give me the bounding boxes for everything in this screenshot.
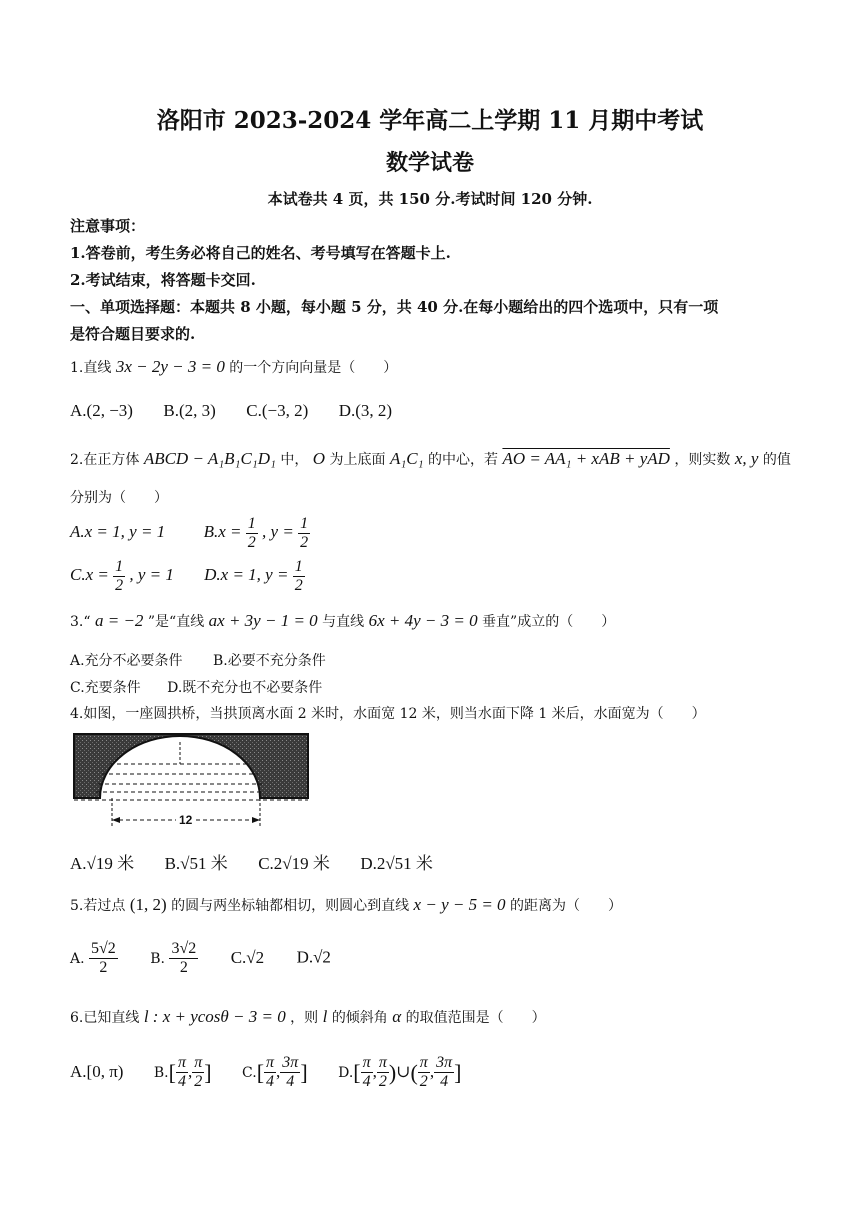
q2-pre: 2.在正方体 [70, 452, 140, 468]
q4-options [70, 849, 459, 874]
q1-option-c: C.(−3, 2) [246, 401, 309, 420]
q6-option-d-pre: D. [338, 1064, 354, 1081]
fraction [418, 1054, 430, 1091]
q5-options [70, 940, 331, 977]
fraction [176, 1054, 188, 1091]
q2-line2: 分别为（ ） [70, 490, 168, 506]
fraction-num: π [419, 1054, 428, 1071]
q3-condition: a = −2 [94, 611, 144, 630]
q5-post: 的距离为（ ） [510, 898, 623, 914]
q6-mid2: 的倾斜角 [331, 1010, 388, 1026]
exam-subtitle: 数学试卷 [385, 150, 474, 176]
q1-option-a: A.(2, −3) [70, 401, 133, 420]
fraction-num: π [194, 1054, 203, 1071]
figure-label-height: 2 [182, 749, 189, 761]
fraction [89, 940, 118, 977]
exam-info: 本试卷共 4 页，共 150 分.考试时间 120 分钟. [267, 190, 593, 208]
q3-option-a: A.充分不必要条件 [70, 653, 183, 669]
fraction-den: 4 [177, 1073, 186, 1090]
fraction-num: π [266, 1054, 275, 1071]
q2-vector-eq: AO = AA₁ + xAB + yAD [502, 449, 670, 468]
q5-option-b-pre: B. [150, 950, 165, 967]
q6-option-c: C.[ $\frac{\pi}{4}$ , $\frac{3\pi}{4}$ ] [242, 1054, 308, 1090]
q1-option-b: B.(2, 3) [163, 401, 216, 420]
fraction-num: 1 [294, 558, 303, 575]
q3-mid: ”是“直线 [147, 614, 205, 630]
note-item-2: 2.考试结束，将答题卡交回. [70, 271, 256, 289]
q5-mid: 的圆与两坐标轴都相切，则圆心到直线 [171, 898, 410, 914]
question-1 [70, 357, 397, 377]
note-item-1: 1.答卷前，考生务必将自己的姓名、考号填写在答题卡上. [70, 244, 451, 262]
fraction-den: 2 [179, 959, 188, 976]
q2-mid4: ，则实数 [674, 452, 731, 468]
fraction-den: 2 [115, 577, 124, 594]
q1-post: 的一个方向向量是（ ） [229, 360, 398, 376]
fraction-den: 4 [440, 1073, 449, 1090]
q3-option-b: B.必要不充分条件 [213, 653, 326, 669]
fraction-num: 5√2 [91, 940, 116, 957]
question-3 [70, 611, 615, 631]
q6-option-c-pre: C. [242, 1064, 257, 1081]
q2-mid1: 中， [280, 452, 309, 468]
q2-options-row1 [70, 515, 310, 552]
notes-heading: 注意事项： [70, 217, 146, 235]
q4-option-c: C.2√19 米 [258, 854, 330, 873]
exam-title: 洛阳市 2023-2024 学年高二上学期 11 月期中考试 [156, 107, 704, 134]
fraction-num: 3π [282, 1054, 299, 1071]
fraction-num: 1 [115, 558, 124, 575]
q4-option-b: B.√51 米 [164, 854, 228, 873]
q6-option-b: B.[ $\frac{\pi}{4}$ , $\frac{\pi}{2}$ ] [153, 1054, 212, 1090]
fraction-den: 4 [266, 1073, 275, 1090]
q2-option-d [204, 558, 305, 594]
q2-option-c [70, 558, 178, 594]
q2-option-c-pre: C.x = [70, 565, 109, 585]
fraction-num: 1 [300, 515, 309, 532]
question-5 [70, 895, 622, 915]
q6-option-a: A.[0, π) [70, 1061, 124, 1081]
fraction-num: π [378, 1054, 387, 1071]
fraction [169, 940, 198, 977]
q3-option-d: D.既不充分也不必要条件 [167, 680, 323, 696]
q6-line: l : x + ycosθ − 3 = 0 [143, 1007, 286, 1026]
fraction-den: 2 [300, 534, 309, 551]
section-heading-2: 是符合题目要求的. [70, 325, 196, 343]
q2-option-b-pre: B.x = [203, 522, 242, 542]
fraction-den: 2 [419, 1073, 428, 1090]
section-heading: 一、单项选择题：本题共 8 小题，每小题 5 分，共 40 分.在每小题给出的四个选项中，只有一项 [70, 298, 719, 316]
fraction [280, 1054, 300, 1091]
fraction-half [298, 515, 310, 552]
q1-option-d: D.(3, 2) [338, 401, 393, 420]
q6-pre: 6.已知直线 [70, 1010, 140, 1026]
q6-l: l [322, 1007, 328, 1026]
q2-post: 的值 [762, 452, 791, 468]
q2-options-row2 [70, 558, 305, 595]
q2-option-c-post: , y = 1 [129, 565, 174, 585]
q2-o: O [312, 449, 326, 468]
q5-pre: 5.若过点 [70, 898, 126, 914]
fraction [192, 1054, 204, 1091]
fraction-num: 1 [247, 515, 256, 532]
q5-option-a [70, 940, 122, 976]
question-4: 4.如图，一座圆拱桥，当拱顶离水面 2 米时，水面宽 12 米，则当水面下降 1 米后，水面宽为（ ） [70, 706, 706, 722]
fraction-den: 2 [247, 534, 256, 551]
q2-mid3: 的中心，若 [427, 452, 498, 468]
fraction-num: 3√2 [171, 940, 197, 957]
q5-point: (1, 2) [129, 895, 167, 914]
q3-line1: ax + 3y − 1 = 0 [208, 611, 318, 630]
fraction-den: 2 [194, 1073, 203, 1090]
fraction [377, 1054, 389, 1091]
q5-option-d: D.√2 [296, 947, 331, 967]
q2-cube: ABCD − A₁B₁C₁D₁ [143, 449, 276, 468]
fraction-half [293, 558, 305, 595]
q6-mid: ，则 [290, 1010, 319, 1026]
q6-options [70, 1054, 461, 1091]
q2-xy: x, y [734, 449, 759, 468]
fraction-half [113, 558, 125, 595]
fraction-den: 4 [286, 1073, 295, 1090]
q3-options-row1 [70, 650, 326, 670]
figure-label-width: 12 [179, 813, 193, 827]
q3-line2: 6x + 4y − 3 = 0 [368, 611, 478, 630]
fraction-half [246, 515, 258, 552]
fraction-num: 3π [436, 1054, 453, 1071]
q6-option-b-pre: B. [153, 1064, 169, 1081]
q3-mid2: 与直线 [322, 614, 365, 630]
q5-option-b [150, 940, 202, 976]
q2-mid2: 为上底面 [329, 452, 386, 468]
fraction-num: π [362, 1054, 371, 1071]
q5-option-c: C.√2 [230, 947, 265, 967]
fraction [434, 1054, 454, 1091]
q4-option-a: A.√19 米 [70, 854, 135, 873]
arch-bridge-figure [70, 728, 315, 836]
question-2 [70, 449, 791, 469]
q3-post: 垂直”成立的（ ） [482, 614, 616, 630]
q5-option-a-pre: A. [70, 950, 85, 967]
q2-option-b [203, 515, 310, 551]
fraction [361, 1054, 373, 1091]
q1-expr: 3x − 2y − 3 = 0 [115, 357, 225, 376]
q6-option-d: D.[ $\frac{\pi}{4}$ , $\frac{\pi}{2}$ )∪( $\frac{\pi}{2}$ , $\frac{3\pi}{4}$ ] [338, 1054, 462, 1090]
q6-alpha: α [392, 1007, 402, 1026]
fraction-den: 2 [99, 959, 108, 976]
q1-options [70, 401, 418, 421]
q4-option-d: D.2√51 米 [360, 854, 433, 873]
question-6 [70, 1007, 546, 1027]
q3-options-row2 [70, 677, 322, 697]
q3-option-c: C.充要条件 [70, 680, 141, 696]
union-symbol: ∪ [396, 1061, 411, 1081]
q1-pre: 1.直线 [70, 360, 112, 376]
fraction-den: 2 [378, 1073, 387, 1090]
q2-option-d-pre: D.x = 1, y = [204, 565, 289, 585]
bridge-body [74, 734, 308, 798]
q6-post: 的取值范围是（ ） [405, 1010, 546, 1026]
fraction-num: π [177, 1054, 186, 1071]
q2-face: A₁C₁ [389, 449, 424, 468]
fraction-den: 2 [294, 577, 303, 594]
fraction-den: 4 [362, 1073, 371, 1090]
q2-option-a: A.x = 1, y = 1 [70, 522, 166, 542]
q2-option-b-mid: , y = [262, 522, 294, 542]
fraction [264, 1054, 276, 1091]
q5-line: x − y − 5 = 0 [413, 895, 506, 914]
q3-pre: 3.“ [70, 614, 91, 630]
